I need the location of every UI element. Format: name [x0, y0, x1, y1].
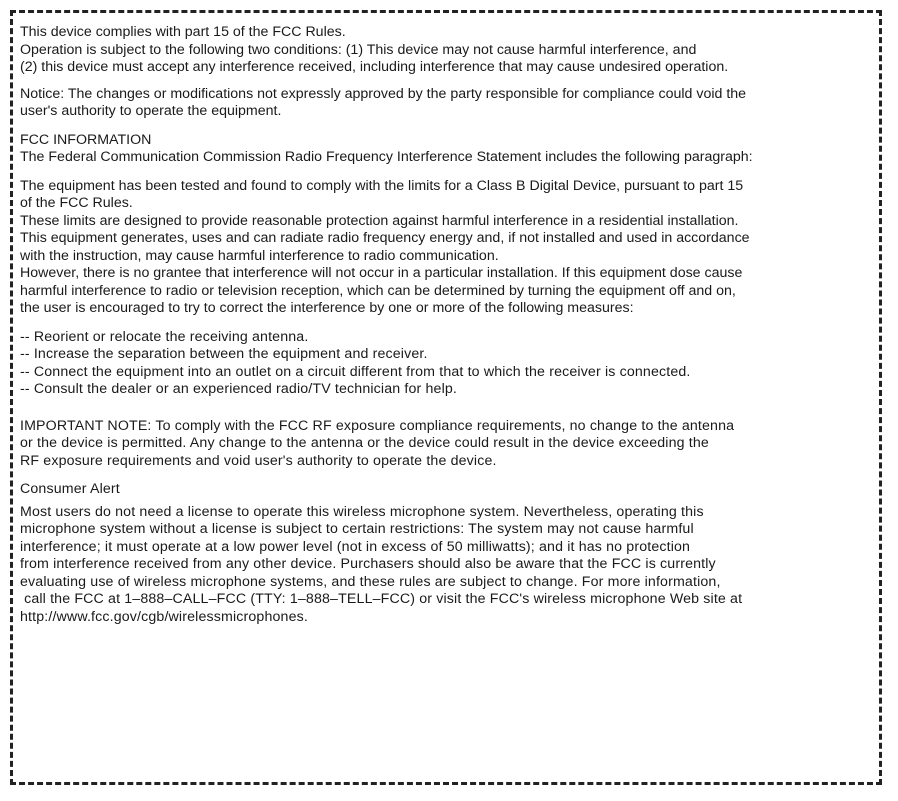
consumer-alert-section — [20, 481, 868, 626]
statement-line: This equipment generates, uses and can radiate radio frequency energy and, if not installed and used in accordance — [20, 230, 750, 246]
measures-list — [20, 329, 868, 399]
consumer-alert-line: call the FCC at 1–888–CALL–FCC (TTY: 1–888–TELL–FCC) or visit the FCC's wireless microphone Web site at — [20, 591, 743, 607]
measure-item: -- Reorient or relocate the receiving antenna. — [20, 328, 309, 345]
measure-item: -- Connect the equipment into an outlet on a circuit different from that to which the receiver is connected. — [20, 363, 691, 380]
compliance-line: (2) this device must accept any interference received, including interference that may cause undesired operation. — [20, 59, 729, 75]
statement-line: of the FCC Rules. — [20, 195, 133, 211]
statement-line: harmful interference to radio or television reception, which can be determined by turning the equipment off and on, — [20, 282, 736, 299]
important-note-section — [20, 418, 868, 471]
consumer-alert-line: Most users do not need a license to operate this wireless microphone system. Nevertheless, operating this — [20, 503, 704, 520]
interference-statement-section — [20, 178, 868, 318]
statement-line: However, there is no grantee that interference will not occur in a particular installation. If this equipment dose cause — [20, 265, 743, 281]
statement-line: The equipment has been tested and found to comply with the limits for a Class B Digital Device, pursuant to part 15 — [20, 177, 744, 194]
important-note-line: RF exposure requirements and void user's authority to operate the device. — [20, 452, 497, 469]
important-note-line: IMPORTANT NOTE: To comply with the FCC RF exposure compliance requirements, no change to the antenna — [20, 417, 735, 434]
fcc-statement-document — [20, 24, 868, 626]
compliance-line: Operation is subject to the following two conditions: (1) This device may not cause harmful interference, and — [20, 41, 697, 58]
consumer-alert-url: http://www.fcc.gov/cgb/wirelessmicrophones. — [20, 608, 308, 625]
notice-line: user's authority to operate the equipment. — [20, 103, 282, 119]
fcc-information-heading: FCC INFORMATION — [20, 131, 152, 148]
statement-line: with the instruction, may cause harmful interference to radio communication. — [20, 247, 499, 264]
compliance-section — [20, 24, 868, 77]
fcc-information-intro: The Federal Communication Commission Radio Frequency Interference Statement includes the following paragraph: — [20, 149, 753, 165]
notice-line: Notice: The changes or modifications not expressly approved by the party responsible for compliance could void the — [20, 85, 747, 102]
consumer-alert-line: evaluating use of wireless microphone systems, and these rules are subject to change. For more information, — [20, 573, 721, 590]
measure-item: -- Consult the dealer or an experienced radio/TV technician for help. — [20, 381, 457, 397]
consumer-alert-line: microphone system without a license is subject to certain restrictions: The system may not cause harmful — [20, 521, 694, 537]
statement-line: the user is encouraged to try to correct the interference by one or more of the following measures: — [20, 300, 634, 316]
consumer-alert-line: from interference received from any other device. Purchasers should also be aware that the FCC is currently — [20, 556, 716, 572]
statement-line: These limits are designed to provide reasonable protection against harmful interference in a residential installation. — [20, 212, 739, 229]
measure-item: -- Increase the separation between the equipment and receiver. — [20, 346, 428, 362]
important-note-line: or the device is permitted. Any change to the antenna or the device could result in the device exceeding the — [20, 435, 709, 451]
fcc-information-section — [20, 132, 868, 167]
compliance-line: This device complies with part 15 of the FCC Rules. — [20, 24, 346, 40]
notice-section — [20, 86, 868, 121]
consumer-alert-line: interference; it must operate at a low power level (not in excess of 50 milliwatts); and it has no protection — [20, 538, 691, 555]
consumer-alert-heading: Consumer Alert — [20, 481, 120, 497]
